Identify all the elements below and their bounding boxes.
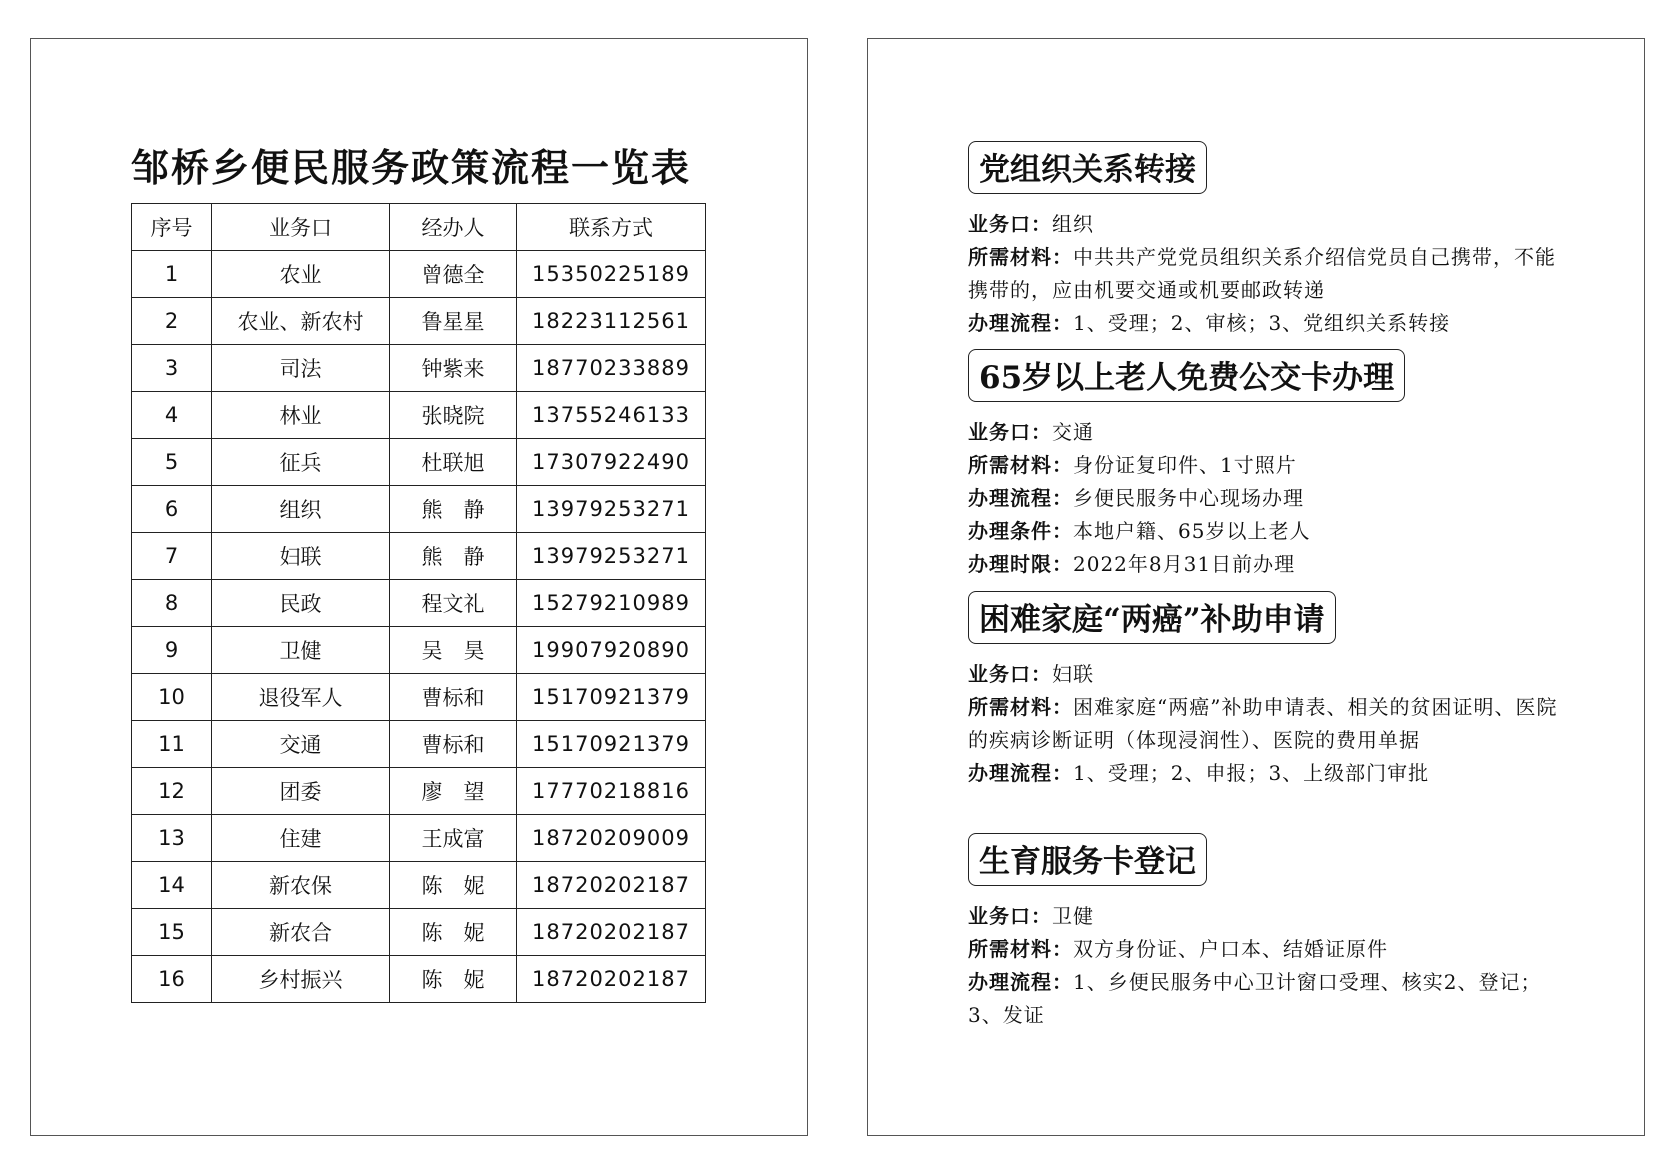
section-line: 所需材料：困难家庭“两癌”补助申请表、相关的贫困证明、医院的疾病诊断证明（体现浸润性）、医院的费用单据 <box>968 695 1558 752</box>
cell-handler: 曾德全 <box>390 251 517 298</box>
cell-index: 15 <box>132 909 212 956</box>
cell-index: 8 <box>132 580 212 627</box>
section-line: 所需材料：中共共产党党员组织关系介绍信党员自己携带，不能携带的，应由机要交通或机要邮政转递 <box>968 245 1556 302</box>
cell-department: 卫健 <box>212 627 390 674</box>
section-line: 业务口：交通 <box>968 420 1094 444</box>
cell-handler: 杜联旭 <box>390 439 517 486</box>
table-row <box>132 345 706 392</box>
cell-contact: 18720202187 <box>517 909 706 956</box>
section-two-cancers <box>968 591 1568 790</box>
cell-contact: 17770218816 <box>517 768 706 815</box>
table-row <box>132 674 706 721</box>
cell-department: 住建 <box>212 815 390 862</box>
cell-department: 司法 <box>212 345 390 392</box>
cell-contact: 18720209009 <box>517 815 706 862</box>
table-row <box>132 486 706 533</box>
section-title: 党组织关系转接 <box>968 141 1207 194</box>
table-row <box>132 298 706 345</box>
cell-contact: 13979253271 <box>517 533 706 580</box>
section-line: 业务口：组织 <box>968 212 1094 236</box>
cell-handler: 钟紫来 <box>390 345 517 392</box>
table-row <box>132 721 706 768</box>
table-row <box>132 533 706 580</box>
cell-handler: 吴 昊 <box>390 627 517 674</box>
cell-department: 团委 <box>212 768 390 815</box>
cell-index: 4 <box>132 392 212 439</box>
cell-index: 2 <box>132 298 212 345</box>
table-row <box>132 251 706 298</box>
cell-index: 6 <box>132 486 212 533</box>
cell-index: 13 <box>132 815 212 862</box>
cell-department: 新农保 <box>212 862 390 909</box>
section-title: 65岁以上老人免费公交卡办理 <box>968 349 1405 402</box>
cell-index: 14 <box>132 862 212 909</box>
section-line: 办理条件：本地户籍、65岁以上老人 <box>968 519 1311 543</box>
cell-contact: 15170921379 <box>517 721 706 768</box>
section-line: 办理时限：2022年8月31日前办理 <box>968 552 1296 576</box>
cell-department: 退役军人 <box>212 674 390 721</box>
cell-handler: 程文礼 <box>390 580 517 627</box>
cell-index: 1 <box>132 251 212 298</box>
section-line: 办理流程：乡便民服务中心现场办理 <box>968 486 1304 510</box>
cell-handler: 曹标和 <box>390 721 517 768</box>
table-row <box>132 815 706 862</box>
cell-contact: 15170921379 <box>517 674 706 721</box>
cell-department: 妇联 <box>212 533 390 580</box>
header-index: 序号 <box>132 204 212 251</box>
cell-contact: 18770233889 <box>517 345 706 392</box>
cell-contact: 13755246133 <box>517 392 706 439</box>
section-line: 业务口：卫健 <box>968 904 1094 928</box>
cell-department: 新农合 <box>212 909 390 956</box>
cell-contact: 15279210989 <box>517 580 706 627</box>
cell-index: 9 <box>132 627 212 674</box>
cell-handler: 陈 妮 <box>390 956 517 1003</box>
table-row <box>132 580 706 627</box>
section-line: 所需材料：双方身份证、户口本、结婚证原件 <box>968 937 1388 961</box>
cell-contact: 17307922490 <box>517 439 706 486</box>
cell-handler: 鲁星星 <box>390 298 517 345</box>
cell-handler: 廖 望 <box>390 768 517 815</box>
cell-department: 民政 <box>212 580 390 627</box>
cell-handler: 张晓院 <box>390 392 517 439</box>
section-line: 业务口：妇联 <box>968 662 1094 686</box>
cell-handler: 王成富 <box>390 815 517 862</box>
section-birth-card <box>968 833 1568 1032</box>
cell-department: 交通 <box>212 721 390 768</box>
cell-department: 组织 <box>212 486 390 533</box>
section-title: 困难家庭“两癌”补助申请 <box>968 591 1336 644</box>
table-row <box>132 862 706 909</box>
table-header-row <box>132 204 706 251</box>
cell-handler: 熊 静 <box>390 486 517 533</box>
cell-handler: 熊 静 <box>390 533 517 580</box>
table-row <box>132 956 706 1003</box>
table-body <box>132 251 706 1003</box>
cell-handler: 陈 妮 <box>390 909 517 956</box>
section-bus-card <box>968 349 1568 581</box>
section-line: 所需材料：身份证复印件、1寸照片 <box>968 453 1297 477</box>
table-row <box>132 768 706 815</box>
table-row <box>132 627 706 674</box>
cell-index: 12 <box>132 768 212 815</box>
cell-index: 16 <box>132 956 212 1003</box>
section-party-transfer <box>968 141 1568 340</box>
header-department: 业务口 <box>212 204 390 251</box>
section-title: 生育服务卡登记 <box>968 833 1207 886</box>
cell-department: 农业 <box>212 251 390 298</box>
cell-contact: 15350225189 <box>517 251 706 298</box>
cell-contact: 19907920890 <box>517 627 706 674</box>
table-row <box>132 392 706 439</box>
cell-index: 7 <box>132 533 212 580</box>
header-contact: 联系方式 <box>517 204 706 251</box>
left-page <box>30 38 808 1136</box>
section-line: 办理流程：1、受理；2、审核；3、党组织关系转接 <box>968 311 1451 335</box>
cell-contact: 18720202187 <box>517 862 706 909</box>
cell-handler: 曹标和 <box>390 674 517 721</box>
cell-handler: 陈 妮 <box>390 862 517 909</box>
cell-contact: 18223112561 <box>517 298 706 345</box>
header-handler: 经办人 <box>390 204 517 251</box>
table-row <box>132 909 706 956</box>
document-title: 邹桥乡便民服务政策流程一览表 <box>131 145 692 190</box>
cell-index: 11 <box>132 721 212 768</box>
cell-department: 征兵 <box>212 439 390 486</box>
cell-department: 林业 <box>212 392 390 439</box>
section-line: 办理流程：1、受理；2、申报；3、上级部门审批 <box>968 761 1430 785</box>
table-row <box>132 439 706 486</box>
cell-department: 乡村振兴 <box>212 956 390 1003</box>
cell-index: 3 <box>132 345 212 392</box>
cell-contact: 18720202187 <box>517 956 706 1003</box>
right-page <box>867 38 1645 1136</box>
cell-index: 5 <box>132 439 212 486</box>
cell-department: 农业、新农村 <box>212 298 390 345</box>
cell-contact: 13979253271 <box>517 486 706 533</box>
contacts-table <box>131 203 706 1003</box>
cell-index: 10 <box>132 674 212 721</box>
section-line: 办理流程：1、乡便民服务中心卫计窗口受理、核实2、登记；3、发证 <box>968 970 1542 1027</box>
